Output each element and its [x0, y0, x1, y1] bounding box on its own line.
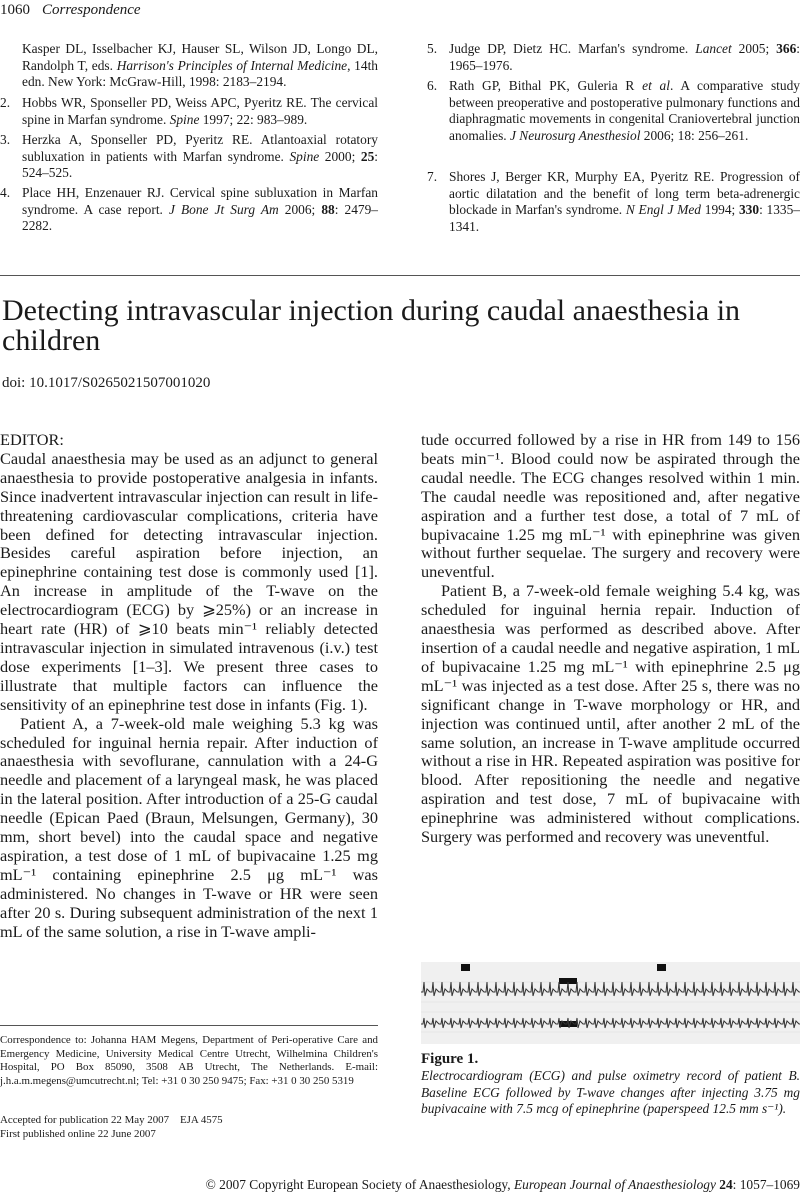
copyright-line: © 2007 Copyright European Society of Anaesthesiology, European Journal of Anaesthesiology 24: 1057–1069: [205, 1177, 800, 1192]
ecg-figure: [421, 962, 800, 1044]
paragraph-intro: Caudal anaesthesia may be used as an adjunct to general anaesthesia to provide postoperative analgesia in infants. Since inadvertent intravascular injection can result in life-threatening cardiovascular complications, criteria have been defined for detecting intravascular injection. Besides careful aspiration before injection, an epinephrine containing test dose is commonly used [1]. An increase in amplitude of the T-wave on the electrocardiogram (ECG) by ⩾25%) or an increase in heart rate (HR) of ⩾10 beats min⁻¹ reliably detected intravascular injection in simulated intravenous (i.v.) test dose experiments [1–3]. We present three cases to illustrate that multiple factors can influence the sensitivity of an epinephrine test dose in infants (Fig. 1).: [0, 448, 378, 714]
correspondence-note: Correspondence to: Johanna HAM Megens, Department of Peri-operative Care and Emergency Medicine, University Medical Centre Utrecht, Wilhelmina Children's Hospital, PO Box 85090, 3508 AB Utrecht, The Netherlands. E-mail: j.h.a.m.megens@umcutrecht.nl; Tel: +31 0 30 250 9475; Fax: +31 0 30 250 5319: [0, 1034, 378, 1087]
published-note: First published online 22 June 2007: [0, 1128, 156, 1140]
page-number: 1060: [0, 2, 30, 18]
paragraph-patient-a-continued: tude occurred followed by a rise in HR from 149 to 156 beats min⁻¹. Blood could now be aspirated through the caudal needle. The ECG changes resolved within 1 min. The caudal needle was repositioned and, after negative aspiration and a further test dose, a total of 7 mL of bupivacaine 1.25 mg mL⁻¹ with epinephrine was given without further sequelae. The surgery and recovery were uneventful.: [421, 430, 800, 582]
section-name: Correspondence: [42, 2, 141, 18]
salutation: EDITOR:: [0, 430, 64, 449]
body-column-right: [421, 431, 800, 847]
accepted-note: Accepted for publication 22 May 2007 EJA 4575: [0, 1114, 223, 1126]
reference-4: 4. Place HH, Enzenauer RJ. Cervical spine subluxation in Marfan syndrome. A case report. J Bone Jt Surg Am 2006; 88: 2479–2282.: [0, 185, 378, 234]
reference-7: 7. Shores J, Berger KR, Murphy EA, Pyeritz RE. Progression of aortic dilatation and the benefit of long term beta-adrenergic blockade in Marfan's syndrome. N Engl J Med 1994; 330: 1335–1341.: [427, 169, 800, 235]
reference-3: 3. Herzka A, Sponseller PD, Pyeritz RE. Atlantoaxial rotatory subluxation in patients with Marfan syndrome. Spine 2000; 25: 524–525.: [0, 132, 379, 181]
section-divider: [0, 275, 800, 276]
paragraph-patient-a: Patient A, a 7-week-old male weighing 5.3 kg was scheduled for inguinal hernia repair. After induction of anaesthesia with sevoflurane, cannulation with a 24-G needle and placement of a laryngeal mask, he was placed in the lateral position. After introduction of a 25-G caudal needle (Epican Paed (Braun, Melsungen, Germany), 30 mm, short bevel) into the caudal space and negative aspiration, a test dose of 1 mL of bupivacaine 1.25 mg mL⁻¹ containing epinephrine 2.5 μg mL⁻¹ was administered. No changes in T-wave or HR were seen after 20 s. During subsequent administration of the next 1 mL of the same solution, a rise in T-wave ampli-: [0, 713, 378, 941]
figure-label: Figure 1.: [421, 1051, 479, 1067]
ecg-strip: [421, 962, 800, 1044]
running-header: [0, 0, 141, 20]
paragraph-patient-b: Patient B, a 7-week-old female weighing 5.4 kg, was scheduled for inguinal hernia repair. Induction of anaesthesia was performed as described above. After insertion of a caudal needle and negative aspiration, 1 mL of bupivacaine 1.25 mg mL⁻¹ with epinephrine 2.5 μg mL⁻¹ was injected as a test dose. After 25 s, there was no significant change in T-wave morphology or HR, and injection was continued until, after another 2 mL of the same solution, an increase in T-wave amplitude occurred without a rise in HR. Repeated aspiration was positive for blood. After repositioning the needle and negative aspiration and test dose, 7 mL of bupivacaine with epinephrine was administered without complications. Surgery was performed and recovery was uneventful.: [421, 581, 800, 847]
reference-2: 2. Hobbs WR, Sponseller PD, Weiss APC, Pyeritz RE. The cervical spine in Marfan syndrome. Spine 1997; 22: 983–989.: [0, 95, 378, 127]
figure-caption: Electrocardiogram (ECG) and pulse oximetry record of patient B. Baseline ECG followed by T-wave changes after injecting 3.75 mg bupivacaine with 7.5 mcg of epinephrine (paperspeed 12.5 mm s⁻¹).: [421, 1068, 800, 1117]
body-column-left: [0, 431, 378, 941]
reference-1: Kasper DL, Isselbacher KJ, Hauser SL, Wilson JD, Longo DL, Randolph T, eds. Harrison's Principles of Internal Medicine, 14th edn. New York: McGraw-Hill, 1998: 2183–2194.: [22, 41, 378, 90]
article-title: Detecting intravascular injection during caudal anaesthesia in children: [2, 294, 741, 357]
article-doi: doi: 10.1017/S0265021507001020: [2, 375, 211, 391]
reference-6: 6. Rath GP, Bithal PK, Guleria R et al. A comparative study between preoperative and postoperative pulmonary functions and diaphragmatic movements in congenital Craniovertebral junction anomalies. J Neurosurg Anesthesiol 2006; 18: 256–261.: [427, 78, 800, 144]
reference-5: 5. Judge DP, Dietz HC. Marfan's syndrome. Lancet 2005; 366: 1965–1976.: [427, 41, 800, 73]
footnote-divider: [0, 1025, 378, 1026]
